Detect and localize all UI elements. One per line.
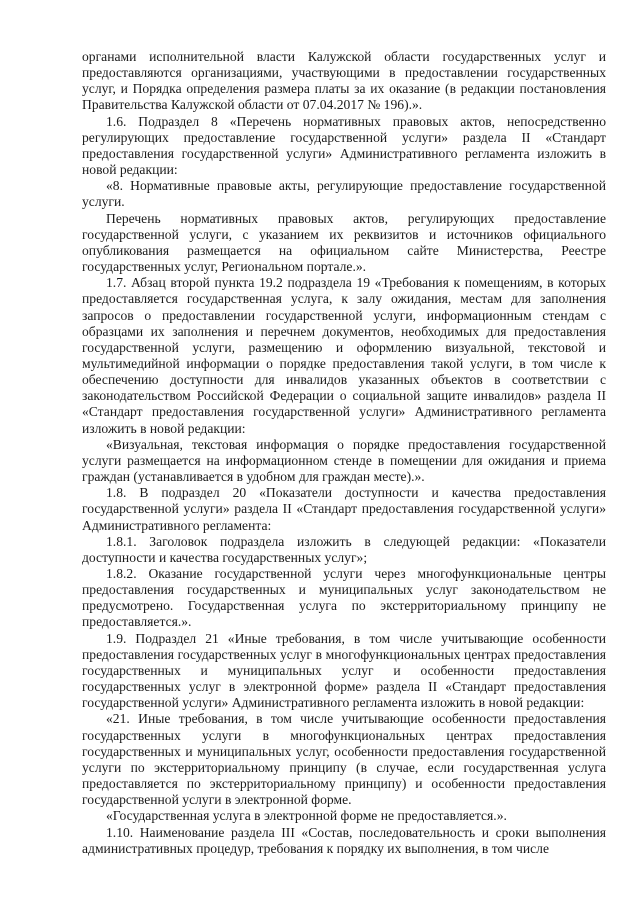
paragraph: 1.6. Подраздел 8 «Перечень нормативных правовых актов, непосредственно регулирующих предоставление государственной услуги» раздела II «Стандарт предоставления государственной услуги» Административного регламента изложить в новой редакции: xyxy=(82,113,606,178)
paragraph: 1.8.1. Заголовок подраздела изложить в следующей редакции: «Показатели доступности и качества государственных услуг»; xyxy=(82,533,606,565)
paragraph: «21. Иные требования, в том числе учитывающие особенности предоставления государственных услуги в многофункциональных центрах предоставления государственных и муниципальных услуг, особенности предоставления государственной услуги по экстерриториальному принципу (в случае, если государственная услуга предоставляется по экстерриториальному принципу) и особенности предоставления государственной услуги в электронной форме. xyxy=(82,711,606,808)
paragraph: «Государственная услуга в электронной форме не предоставляется.». xyxy=(106,808,507,824)
paragraph: 1.10. Наименование раздела III «Состав, последовательность и сроки выполнения административных процедур, требования к порядку их выполнения, в том числе xyxy=(82,824,606,856)
paragraph: 1.8.2. Оказание государственной услуги через многофункциональные центры предоставления государственных и муниципальных услуг законодательством не предусмотрено. Государственная услуга по экстерриториальному принципу не предоставляется.». xyxy=(82,566,606,630)
paragraph: органами исполнительной власти Калужской области государственных услуг и предоставляются организациями, участвующими в предоставлении государственных услуг, и Порядка определения размера платы за их оказание (в редакции постановления Правительства Калужской области от 07.04.2017 № 196).». xyxy=(82,49,606,113)
paragraph: 1.9. Подраздел 21 «Иные требования, в том числе учитывающие особенности предоставления государственных услуг в многофункциональных центрах предоставления государственных и муниципальных услуг и особенности предоставления государственных услуг в электронной форме» раздела II «Стандарт предоставления государственной услуги» Административного регламента изложить в новой редакции: xyxy=(82,630,606,711)
paragraph: «Визуальная, текстовая информация о порядке предоставления государственной услуги размещается на информационном стенде в помещении для ожидания и приема граждан (устанавливается в удобном для граждан месте).». xyxy=(82,436,606,485)
paragraph: 1.8. В подраздел 20 «Показатели доступности и качества предоставления государственной услуги» раздела II «Стандарт предоставления государственной услуги» Административного регламента: xyxy=(82,485,606,533)
paragraph: Перечень нормативных правовых актов, регулирующих предоставление государственной услуги, с указанием их реквизитов и источников официального опубликования размещается на официальном сайте Министерства, Реестре государственных услуг, Региональном портале.». xyxy=(82,210,606,275)
paragraph: «8. Нормативные правовые акты, регулирующие предоставление государственной услуги. xyxy=(82,178,606,210)
paragraph: 1.7. Абзац второй пункта 19.2 подраздела 19 «Требования к помещениям, в которых предоставляется государственная услуга, к залу ожидания, местам для заполнения запросов о предоставлении государственной услуги, информационным стендам с образцами их заполнения и перечнем документов, необходимых для предоставления государственной услуги, размещению и оформлению визуальной, текстовой и мультимедийной информации о порядке предоставления такой услуги, в том числе к обеспечению доступности для инвалидов указанных объектов в соответствии с законодательством Российской Федерации о социальной защите инвалидов» раздела II «Стандарт предоставления государственной услуги» Административного регламента изложить в новой редакции: xyxy=(82,275,606,436)
